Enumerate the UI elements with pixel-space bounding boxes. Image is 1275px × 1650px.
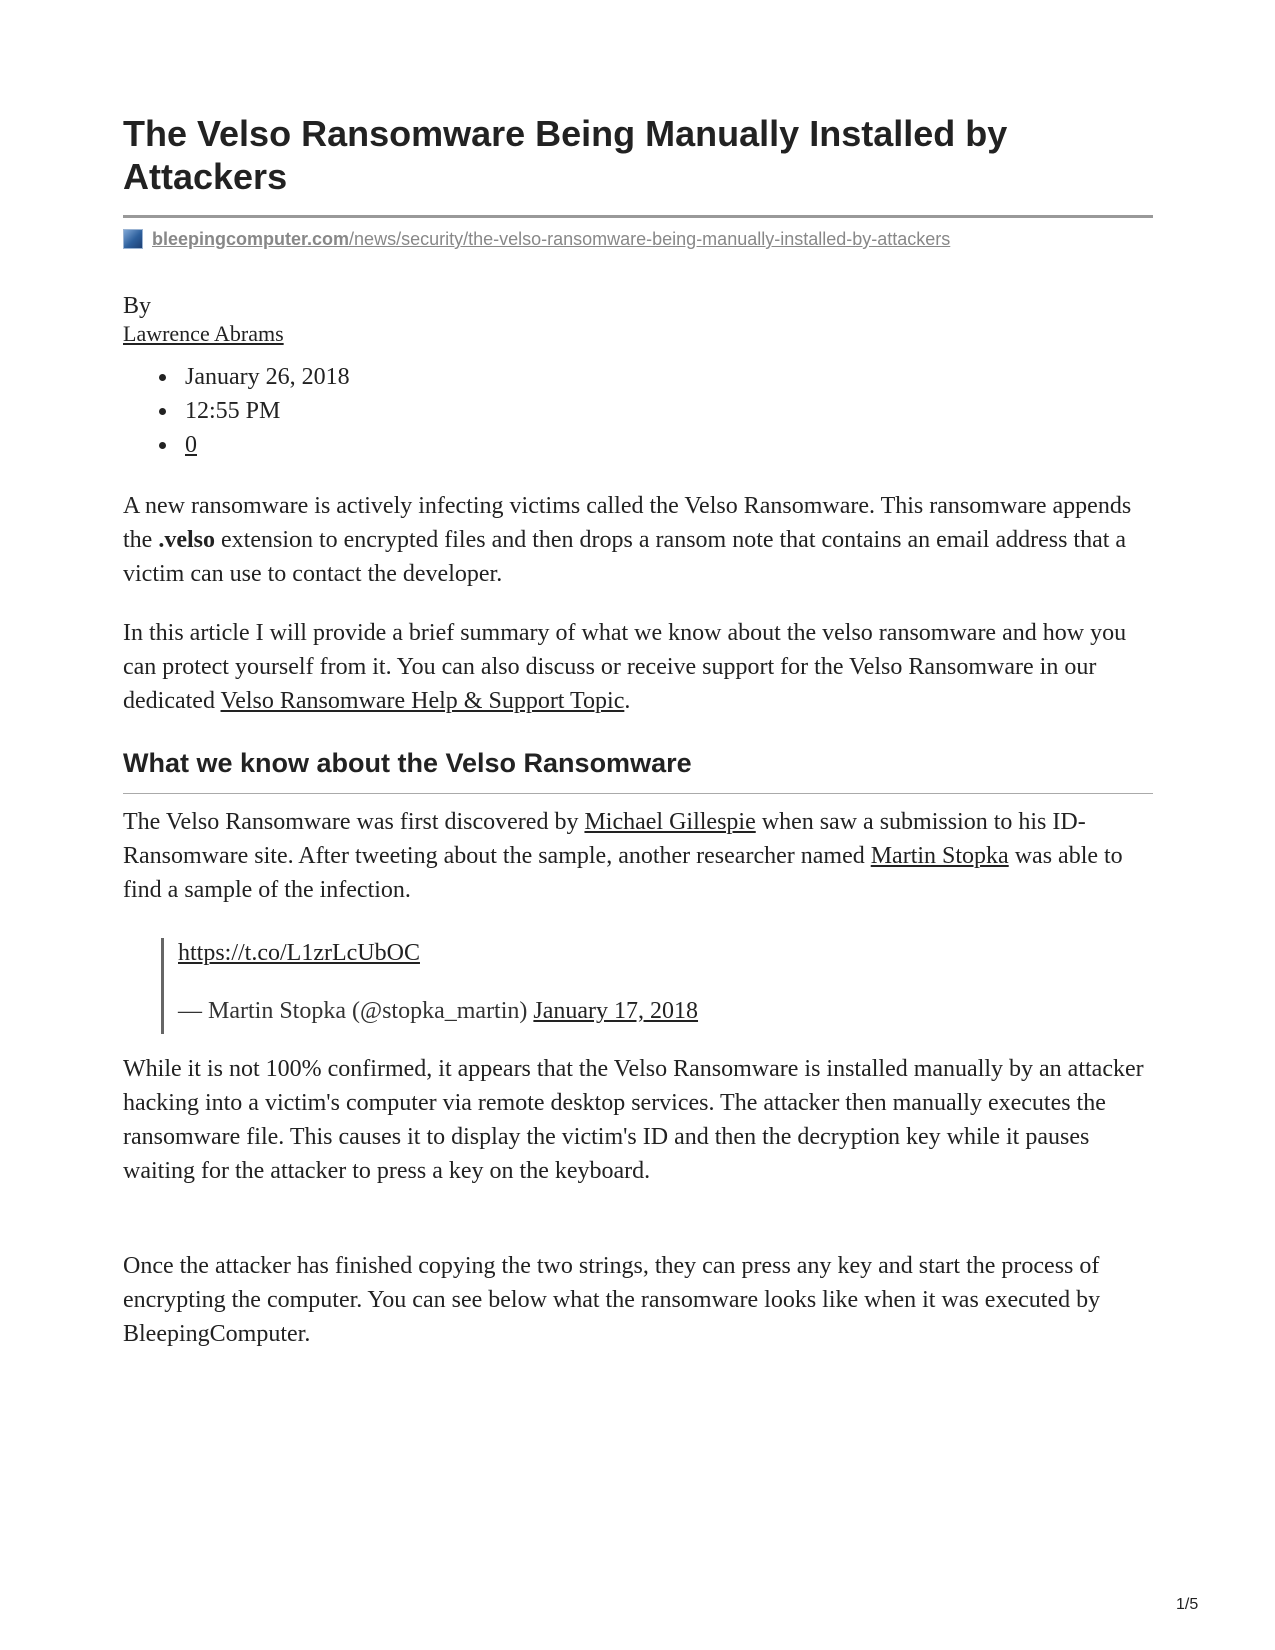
- paragraph-text: when saw a submission to his ID-Ransomware site. After tweeting about the sample, another researcher named: [123, 809, 1086, 869]
- paragraph-text: A new ransomware is actively infecting victims called the Velso Ransomware. This ransomware appends the: [123, 493, 1132, 553]
- paragraph-discovery: [123, 805, 1153, 907]
- comments-count-link[interactable]: 0: [185, 432, 197, 458]
- site-favicon-icon: [123, 229, 143, 249]
- section-divider: [123, 793, 1153, 794]
- article-meta-list: [123, 360, 350, 462]
- paragraph-text: The Velso Ransomware was first discovered by: [123, 809, 585, 835]
- paragraph-text: was able to find a sample of the infection.: [123, 843, 1123, 903]
- paragraph-encryption: Once the attacker has finished copying the two strings, they can press any key and start the process of encrypting the computer. You can see below what the ransomware looks like when it was executed by BleepingComputer.: [123, 1253, 1101, 1347]
- page-number: 1/5: [1176, 1596, 1199, 1613]
- title-divider: [123, 215, 1153, 218]
- michael-gillespie-link[interactable]: Michael Gillespie: [584, 809, 756, 835]
- bullet-icon: [159, 408, 166, 415]
- source-path: /news/security/the-velso-ransomware-being-manually-installed-by-attackers: [349, 229, 951, 249]
- bullet-icon: [159, 442, 166, 449]
- tweet-attribution: [178, 996, 698, 1026]
- paragraph-intro: [123, 489, 1153, 591]
- velso-extension: .velso: [158, 527, 215, 553]
- author-link[interactable]: Lawrence Abrams: [123, 321, 284, 346]
- paragraph-summary: [123, 616, 1153, 718]
- meta-date-text: January 26, 2018: [185, 364, 350, 390]
- tweet-date-link[interactable]: January 17, 2018: [533, 998, 699, 1024]
- paragraph-text: .: [624, 688, 631, 714]
- tweet-link[interactable]: https://t.co/L1zrLcUbOC: [178, 940, 420, 966]
- section-heading: What we know about the Velso Ransomware: [123, 748, 692, 778]
- tweet-author: — Martin Stopka (@stopka_martin): [178, 998, 534, 1024]
- meta-comments: [123, 428, 350, 462]
- meta-time: [123, 394, 350, 428]
- bullet-icon: [159, 374, 166, 381]
- embedded-tweet-quote: [161, 938, 1124, 1034]
- paragraph-text: In this article I will provide a brief summary of what we know about the velso ransomware and how you can protect yourself from it. You can also discuss or receive support for the Velso Ransomware in our dedicated: [123, 620, 1127, 714]
- paragraph-installation: While it is not 100% confirmed, it appears that the Velso Ransomware is installed manually by an attacker hacking into a victim's computer via remote desktop services. The attacker then manually executes the ransomware file. This causes it to display the victim's ID and then the decryption key while it pauses waiting for the attacker to press a key on the keyboard.: [123, 1056, 1144, 1184]
- source-link[interactable]: [152, 229, 950, 249]
- meta-date: [123, 360, 350, 394]
- meta-time-text: 12:55 PM: [185, 398, 281, 424]
- article-title: The Velso Ransomware Being Manually Installed by Attackers: [123, 113, 1008, 197]
- byline-label: By: [123, 293, 152, 319]
- martin-stopka-link[interactable]: Martin Stopka: [870, 843, 1009, 869]
- support-topic-link[interactable]: Velso Ransomware Help & Support Topic: [220, 688, 625, 714]
- source-domain: bleepingcomputer.com: [152, 229, 350, 249]
- source-url: [123, 228, 950, 250]
- paragraph-text: extension to encrypted files and then drops a ransom note that contains an email address that a victim can use to contact the developer.: [123, 527, 1127, 587]
